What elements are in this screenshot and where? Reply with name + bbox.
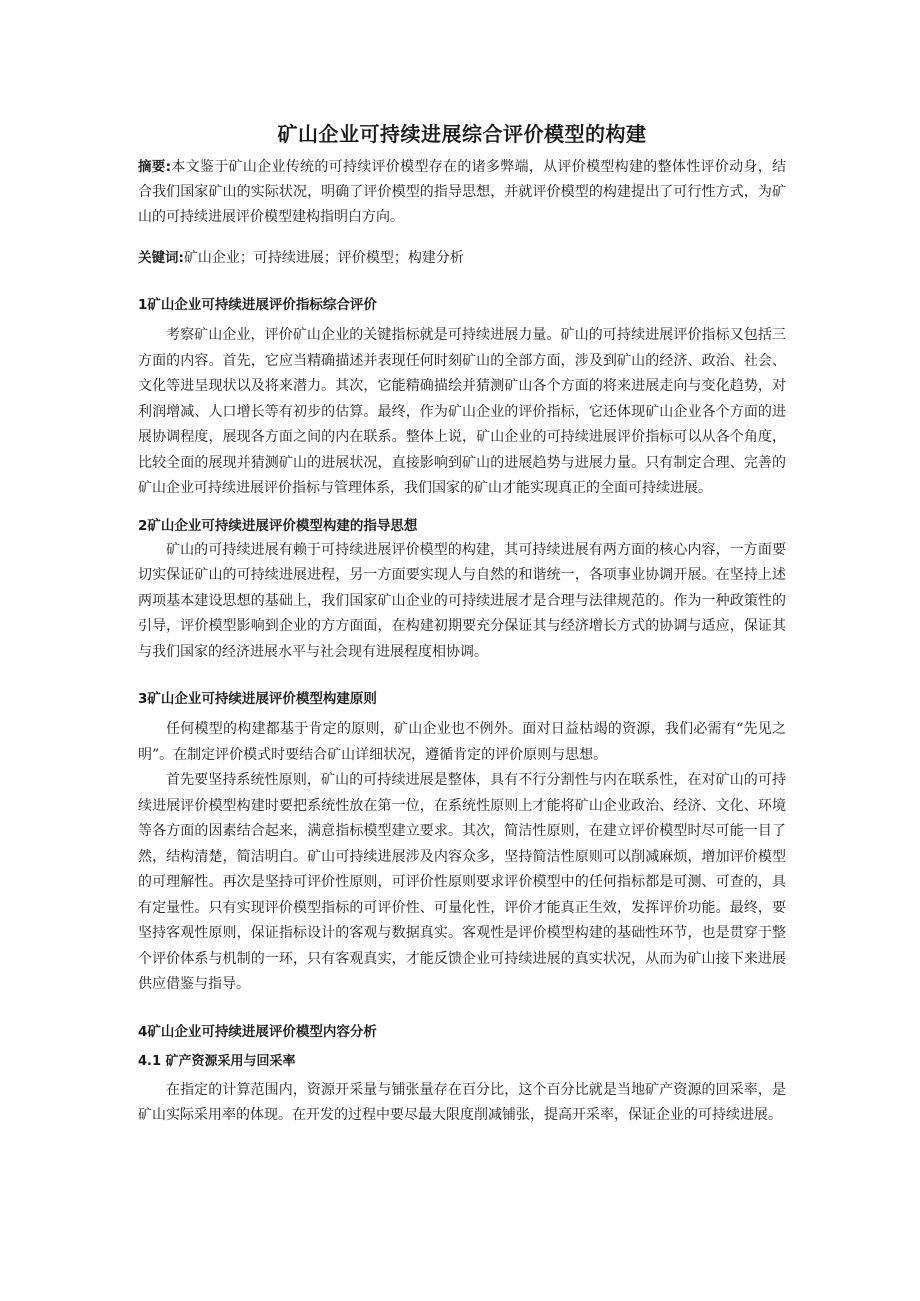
section-heading: 4矿山企业可持续进展评价模型内容分析 bbox=[138, 1023, 377, 1040]
paragraph: 矿山的可持续进展有赖于可持续进展评价模型的构建，其可持续进展有两方面的核心内容，一方面要切实保证矿山的可持续进展进程，另一方面要实现人与自然的和谐统一，各项事业协调开展。在坚持上述两项基本建设思想的基础上，我们国家矿山企业的可持续进展才是合理与法律规范的。作为一种政策性的引导，评价模型影响到企业的方方面面，在构建初期要充分保证其与经济增长方式的协调与适应，保证其与我们国家的经济进展水平与社会现有进展程度相协调。 bbox=[138, 541, 786, 660]
keywords-text: 矿山企业；可持续进展；评价模型；构建分析 bbox=[183, 250, 464, 266]
section-1 bbox=[138, 293, 786, 502]
abstract-label: 摘要: bbox=[138, 159, 172, 175]
section-4 bbox=[138, 1020, 786, 1129]
section-heading: 2矿山企业可持续进展评价模型构建的指导思想 bbox=[138, 517, 418, 534]
paragraph: 任何模型的构建都基于肯定的原则，矿山企业也不例外。面对日益枯竭的资源，我们必需有“先见之明”。在制定评价模式时要结合矿山详细状况，遵循肯定的评价原则与思想。 bbox=[138, 721, 786, 763]
subsection-heading: 4.1 矿产资源采用与回采率 bbox=[138, 1053, 296, 1069]
keywords bbox=[138, 246, 786, 271]
section-3 bbox=[138, 687, 786, 998]
paragraph: 考察矿山企业，评价矿山企业的关键指标就是可持续进展力量。矿山的可持续进展评价指标又包括三方面的内容。首先，它应当精确描述并表现任何时刻矿山的全部方面，涉及到矿山的经济、政治、社会、文化等进呈现状以及将来潜力。其次，它能精确描绘并猜测矿山各个方面的将来进展走向与变化趋势，对利润增减、人口增长等有初步的估算。最终，作为矿山企业的评价指标，它还体现矿山企业各个方面的进展协调程度，展现各方面之间的内在联系。整体上说，矿山企业的可持续进展评价指标可以从各个角度，比较全面的展现并猜测矿山的进展状况，直接影响到矿山的进展趋势与进展力量。只有制定合理、完善的矿山企业可持续进展评价指标与管理体系，我们国家的矿山才能实现真正的全面可持续进展。 bbox=[138, 327, 786, 496]
abstract-text: 本文鉴于矿山企业传统的可持续评价模型存在的诸多弊端，从评价模型构建的整体性评价动身，结合我们国家矿山的实际状况，明确了评价模型的指导思想，并就评价模型的构建提出了可行性方式，为矿山的可持续进展评价模型建构指明白方向。 bbox=[138, 159, 787, 225]
paragraph: 首先要坚持系统性原则，矿山的可持续进展是整体，具有不行分割性与内在联系性，在对矿山的可持续进展评价模型构建时要把系统性放在第一位，在系统性原则上才能将矿山企业政治、经济、文化、环境等各方面的因素结合起来，满意指标模型建立要求。其次，简洁性原则，在建立评价模型时尽可能一目了然，结构清楚，简洁明白。矿山可持续进展涉及内容众多，坚持简洁性原则可以削减麻烦，增加评价模型的可理解性。再次是坚持可评价性原则，可评价性原则要求评价模型中的任何指标都是可测、可查的，具有定量性。只有实现评价模型指标的可评价性、可量化性，评价才能真正生效，发挥评价功能。最终，要坚持客观性原则，保证指标设计的客观与数据真实。客观性是评价模型构建的基础性环节，也是贯穿于整个评价体系与机制的一环，只有客观真实，才能反馈企业可持续进展的真实状况，从而为矿山接下来进展供应借鉴与指导。 bbox=[138, 772, 786, 992]
section-heading: 1矿山企业可持续进展评价指标综合评价 bbox=[138, 297, 377, 313]
paragraph: 在指定的计算范围内，资源开采量与铺张量存在百分比，这个百分比就是当地矿产资源的回采率，是矿山实际采用率的体现。在开发的过程中要尽最大限度削减铺张，提高开采率，保证企业的可持续进展。 bbox=[138, 1081, 786, 1123]
section-heading: 3矿山企业可持续进展评价模型构建原则 bbox=[138, 691, 377, 707]
document-page bbox=[138, 118, 786, 1129]
section-2 bbox=[138, 514, 786, 666]
abstract bbox=[138, 155, 786, 230]
keywords-label: 关键词: bbox=[138, 250, 184, 266]
document-title: 矿山企业可持续进展综合评价模型的构建 bbox=[277, 122, 647, 146]
